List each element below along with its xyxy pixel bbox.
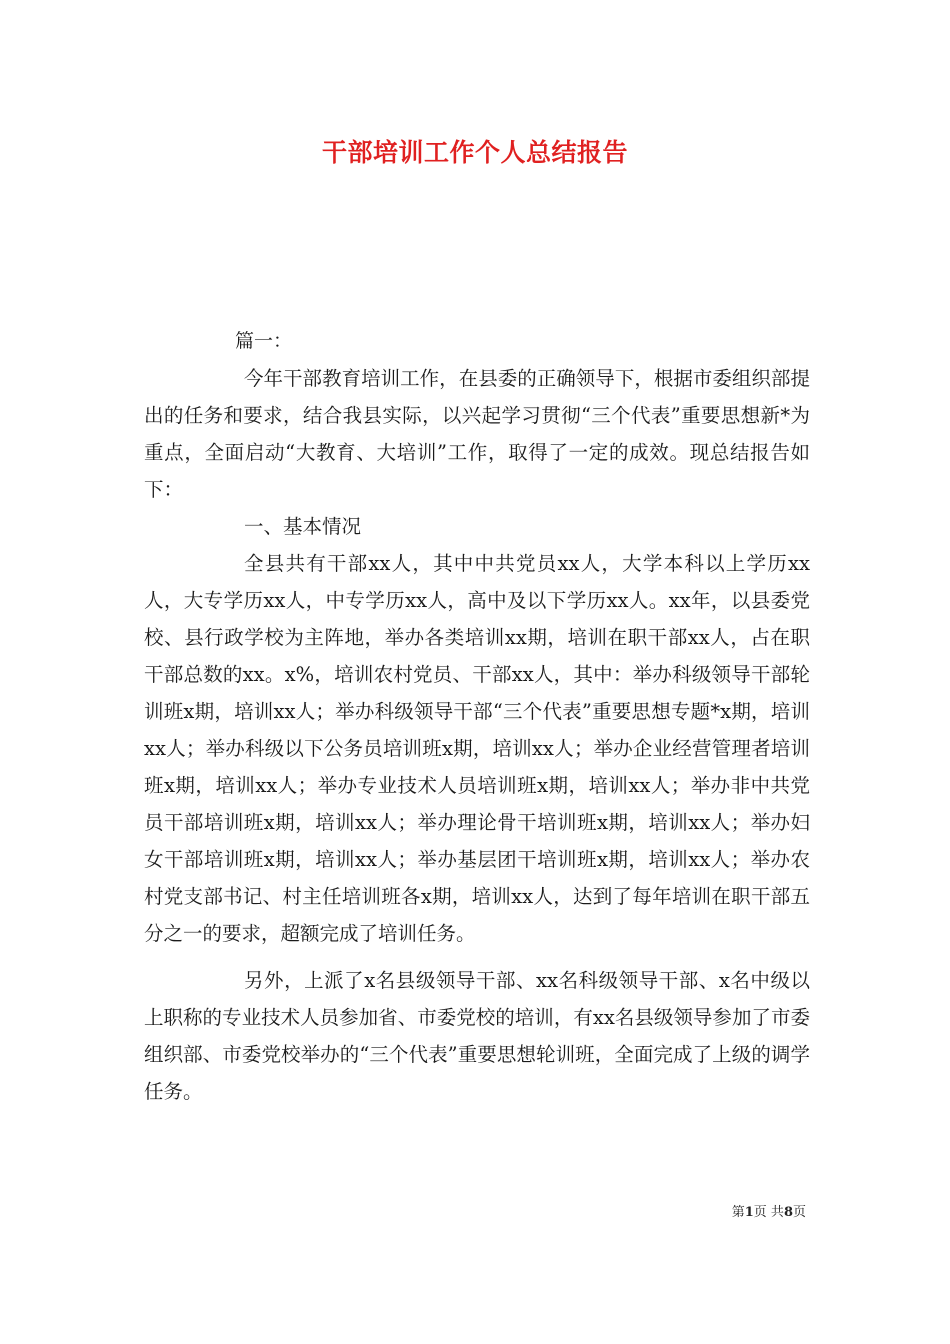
section-label: 篇一： [235, 330, 293, 352]
basic-situation-paragraph: 全县共有干部xx人，其中中共党员xx人，大学本科以上学历xx人，大专学历xx人，中专学历xx人，高中及以下学历xx人。xx年，以县委党校、县行政学校为主阵地，举办各类培训xx期，培训在职干部xx人，占在职干部总数的xx。x%，培训农村党员、干部xx人，其中：举办科级领导干部轮训班x期，培训xx人；举办科级领导干部“三个代表”重要思想专题*x期，培训xx人；举办科级以下公务员培训班x期，培训xx人；举办企业经营管理者培训班x期，培训xx人；举办专业技术人员培训班x期，培训xx人；举办非中共党员干部培训班x期，培训xx人；举办理论骨干培训班x期，培训xx人；举办妇女干部培训班x期，培训xx人；举办基层团干培训班x期，培训xx人；举办农村党支部书记、村主任培训班各x期，培训xx人，达到了每年培训在职干部五分之一的要求，超额完成了培训任务。 [144, 552, 810, 945]
section-heading: 一、基本情况 [244, 515, 362, 538]
page-footer [732, 1205, 806, 1221]
additional-paragraph: 另外，上派了x名县级领导干部、xx名科级领导干部、x名中级以上职称的专业技术人员参加省、市委党校的培训，有xx名县级领导参加了市委组织部、市委党校举办的“三个代表”重要思想轮训班，全面完成了上级的调学任务。 [144, 969, 810, 1103]
document-title: 干部培训工作个人总结报告 [321, 138, 628, 167]
intro-paragraph: 今年干部教育培训工作，在县委的正确领导下，根据市委组织部提出的任务和要求，结合我县实际，以兴起学习贯彻“三个代表”重要思想新*为重点，全面启动“大教育、大培训”工作，取得了一定的成效。现总结报告如下： [144, 367, 810, 501]
footer-middle: 页 共 [753, 1205, 784, 1220]
document-body [144, 360, 810, 1110]
footer-suffix: 页 [792, 1205, 806, 1220]
footer-total-pages: 8 [783, 1205, 793, 1220]
paragraph-gap [144, 952, 810, 962]
footer-prefix: 第 [731, 1205, 745, 1220]
footer-page-number: 1 [744, 1205, 754, 1220]
